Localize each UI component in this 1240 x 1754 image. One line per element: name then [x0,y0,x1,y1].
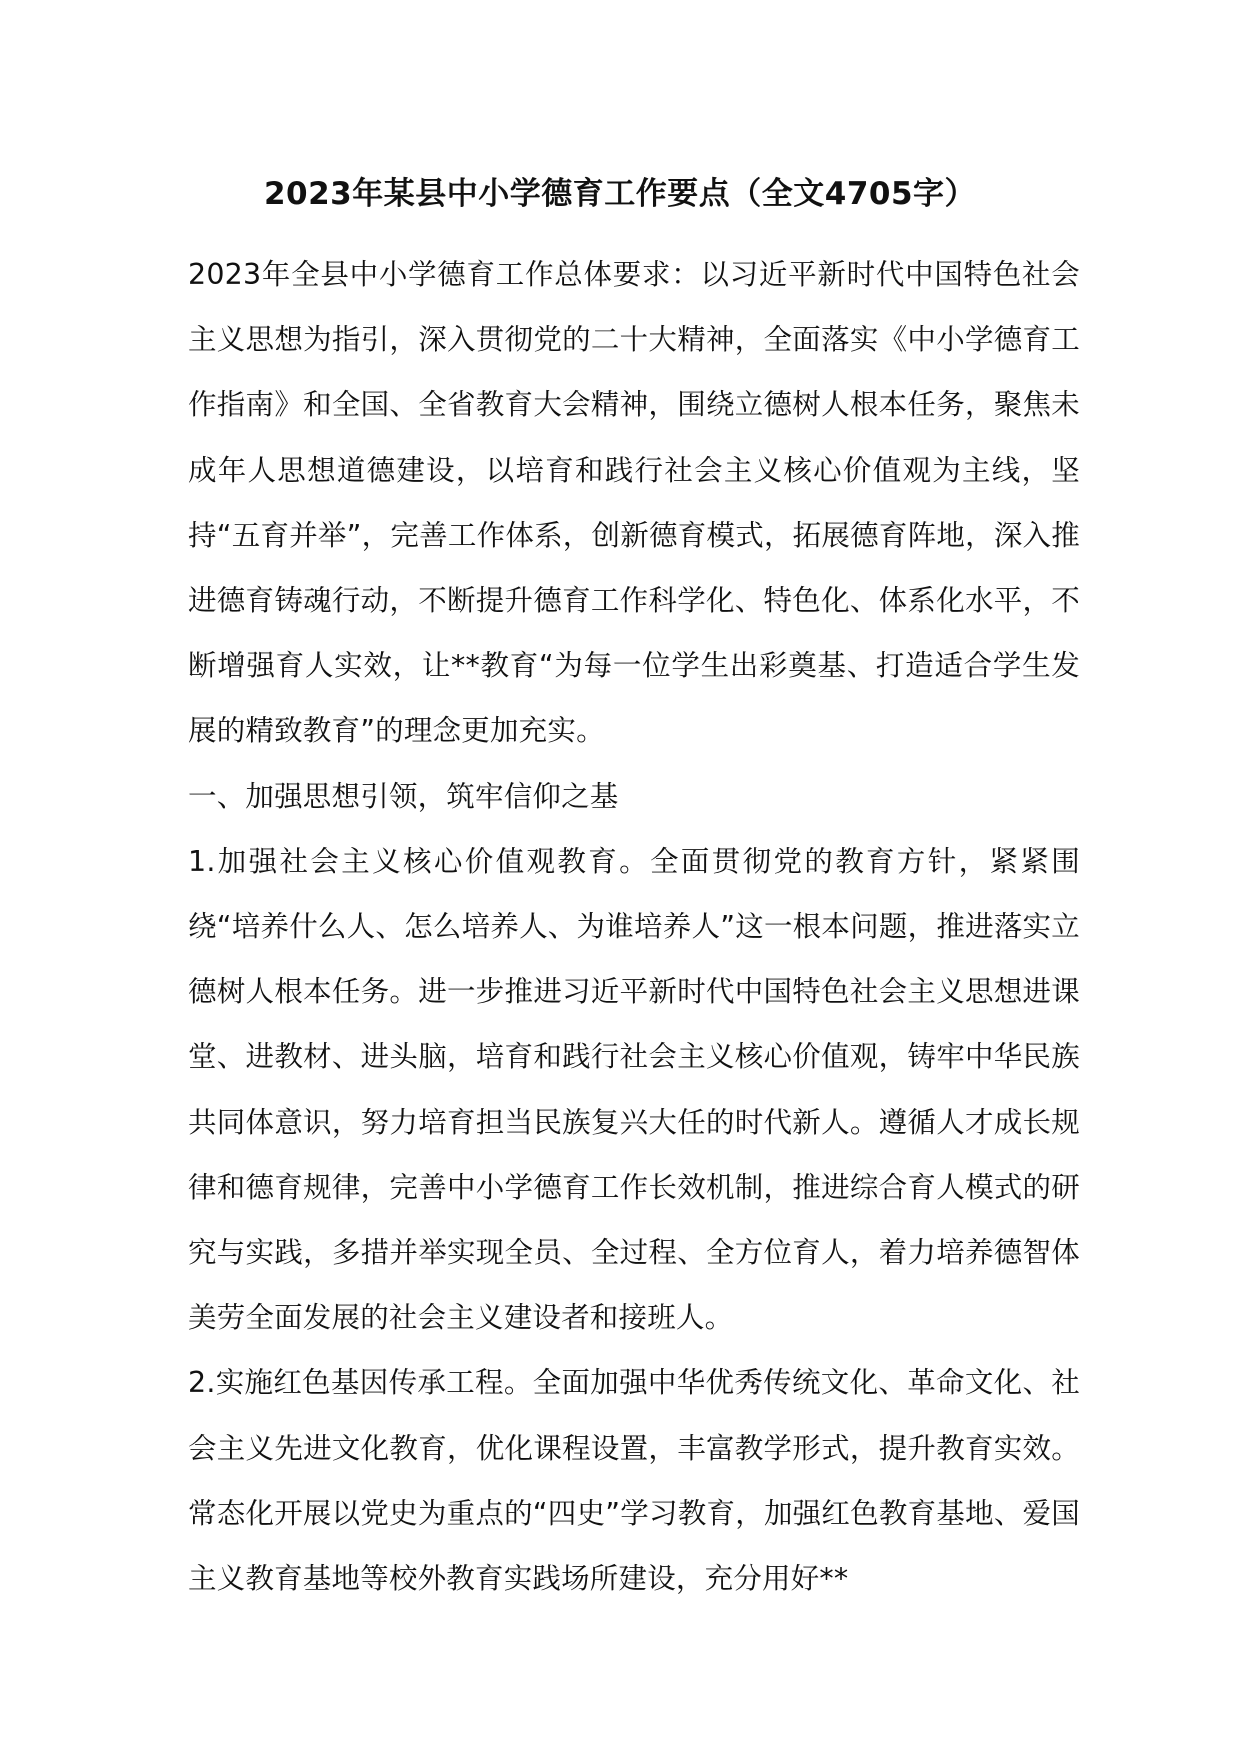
section-heading-1: 一、加强思想引领，筑牢信仰之基 [188,779,619,813]
document-title: 2023年某县中小学德育工作要点（全文4705字） [263,176,977,212]
paragraph-item-1: 1.加强社会主义核心价值观教育。全面贯彻党的教育方针，紧紧围绕“培养什么人、怎么培养人、为谁培养人”这一根本问题，推进落实立德树人根本任务。进一步推进习近平新时代中国特色社会主义思想进课堂、进教材、进头脑，培育和践行社会主义核心价值观，铸牢中华民族共同体意识，努力培育担当民族复兴大任的时代新人。遵循人才成长规律和德育规律，完善中小学德育工作长效机制，推进综合育人模式的研究与实践，多措并举实现全员、全过程、全方位育人，着力培养德智体美劳全面发展的社会主义建设者和接班人。 [188,844,1080,1335]
paragraph-item-2: 2.实施红色基因传承工程。全面加强中华优秀传统文化、革命文化、社会主义先进文化教育，优化课程设置，丰富教学形式，提升教育实效。常态化开展以党史为重点的“四史”学习教育，加强红色教育基地、爱国主义教育基地等校外教育实践场所建设，充分用好** [188,1366,1080,1596]
paragraph-overall-requirements: 2023年全县中小学德育工作总体要求：以习近平新时代中国特色社会主义思想为指引，深入贯彻党的二十大精神，全面落实《中小学德育工作指南》和全国、全省教育大会精神，围绕立德树人根本任务，聚焦未成年人思想道德建设，以培育和践行社会主义核心价值观为主线，坚持“五育并举”，完善工作体系，创新德育模式，拓展德育阵地，深入推进德育铸魂行动，不断提升德育工作科学化、特色化、体系化水平，不断增强育人实效，让**教育“为每一位学生出彩奠基、打造适合学生发展的精致教育”的理念更加充实。 [188,258,1080,748]
document-body [188,242,1080,1611]
